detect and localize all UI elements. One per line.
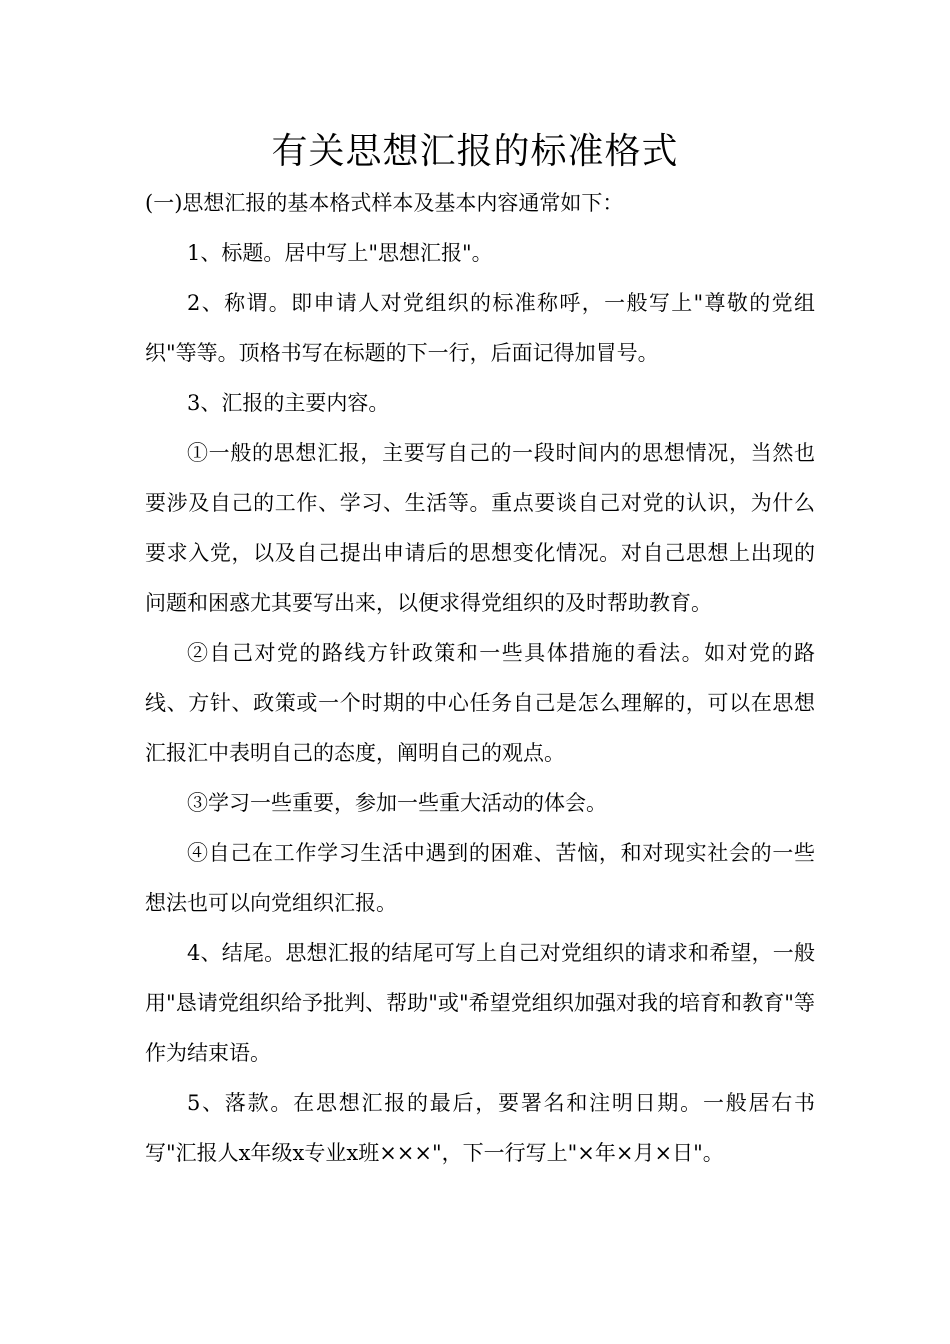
paragraph-content-item-1: ①一般的思想汇报，主要写自己的一段时间内的思想情况，当然也要涉及自己的工作、学习、生活等。重点要谈自己对党的认识，为什么要求入党，以及自己提出申请后的思想变化情况。对自己思想上出现的问题和困惑尤其要写出来，以便求得党组织的及时帮助教育。: [145, 441, 815, 615]
paragraph-ending-rule: 4、结尾。思想汇报的结尾可写上自己对党组织的请求和希望，一般用"恳请党组织给予批判、帮助"或"希望党组织加强对我的培育和教育"等作为结束语。: [145, 941, 815, 1065]
document-title: 有关思想汇报的标准格式: [271, 131, 679, 172]
paragraph-content-item-3: ③学习一些重要，参加一些重大活动的体会。: [187, 791, 607, 815]
paragraph-content-item-4: ④自己在工作学习生活中遇到的困难、苦恼，和对现实社会的一些想法也可以向党组织汇报。: [145, 841, 815, 915]
document-body: [145, 178, 815, 1178]
paragraph-main-content-heading: 3、汇报的主要内容。: [187, 391, 390, 415]
paragraph-content-item-2: ②自己对党的路线方针政策和一些具体措施的看法。如对党的路线、方针、政策或一个时期的中心任务自己是怎么理解的，可以在思想汇报汇中表明自己的态度，阐明自己的观点。: [145, 641, 815, 765]
paragraph-intro: (一)思想汇报的基本格式样本及基本内容通常如下：: [145, 191, 624, 215]
paragraph-signature-rule: 5、落款。在思想汇报的最后，要署名和注明日期。一般居右书写"汇报人x年级x专业x班×××"，下一行写上"×年×月×日"。: [145, 1091, 815, 1165]
paragraph-salutation-rule: 2、称谓。即申请人对党组织的标准称呼，一般写上"尊敬的党组织"等等。顶格书写在标题的下一行，后面记得加冒号。: [145, 291, 815, 365]
paragraph-title-rule: 1、标题。居中写上"思想汇报"。: [187, 241, 493, 265]
